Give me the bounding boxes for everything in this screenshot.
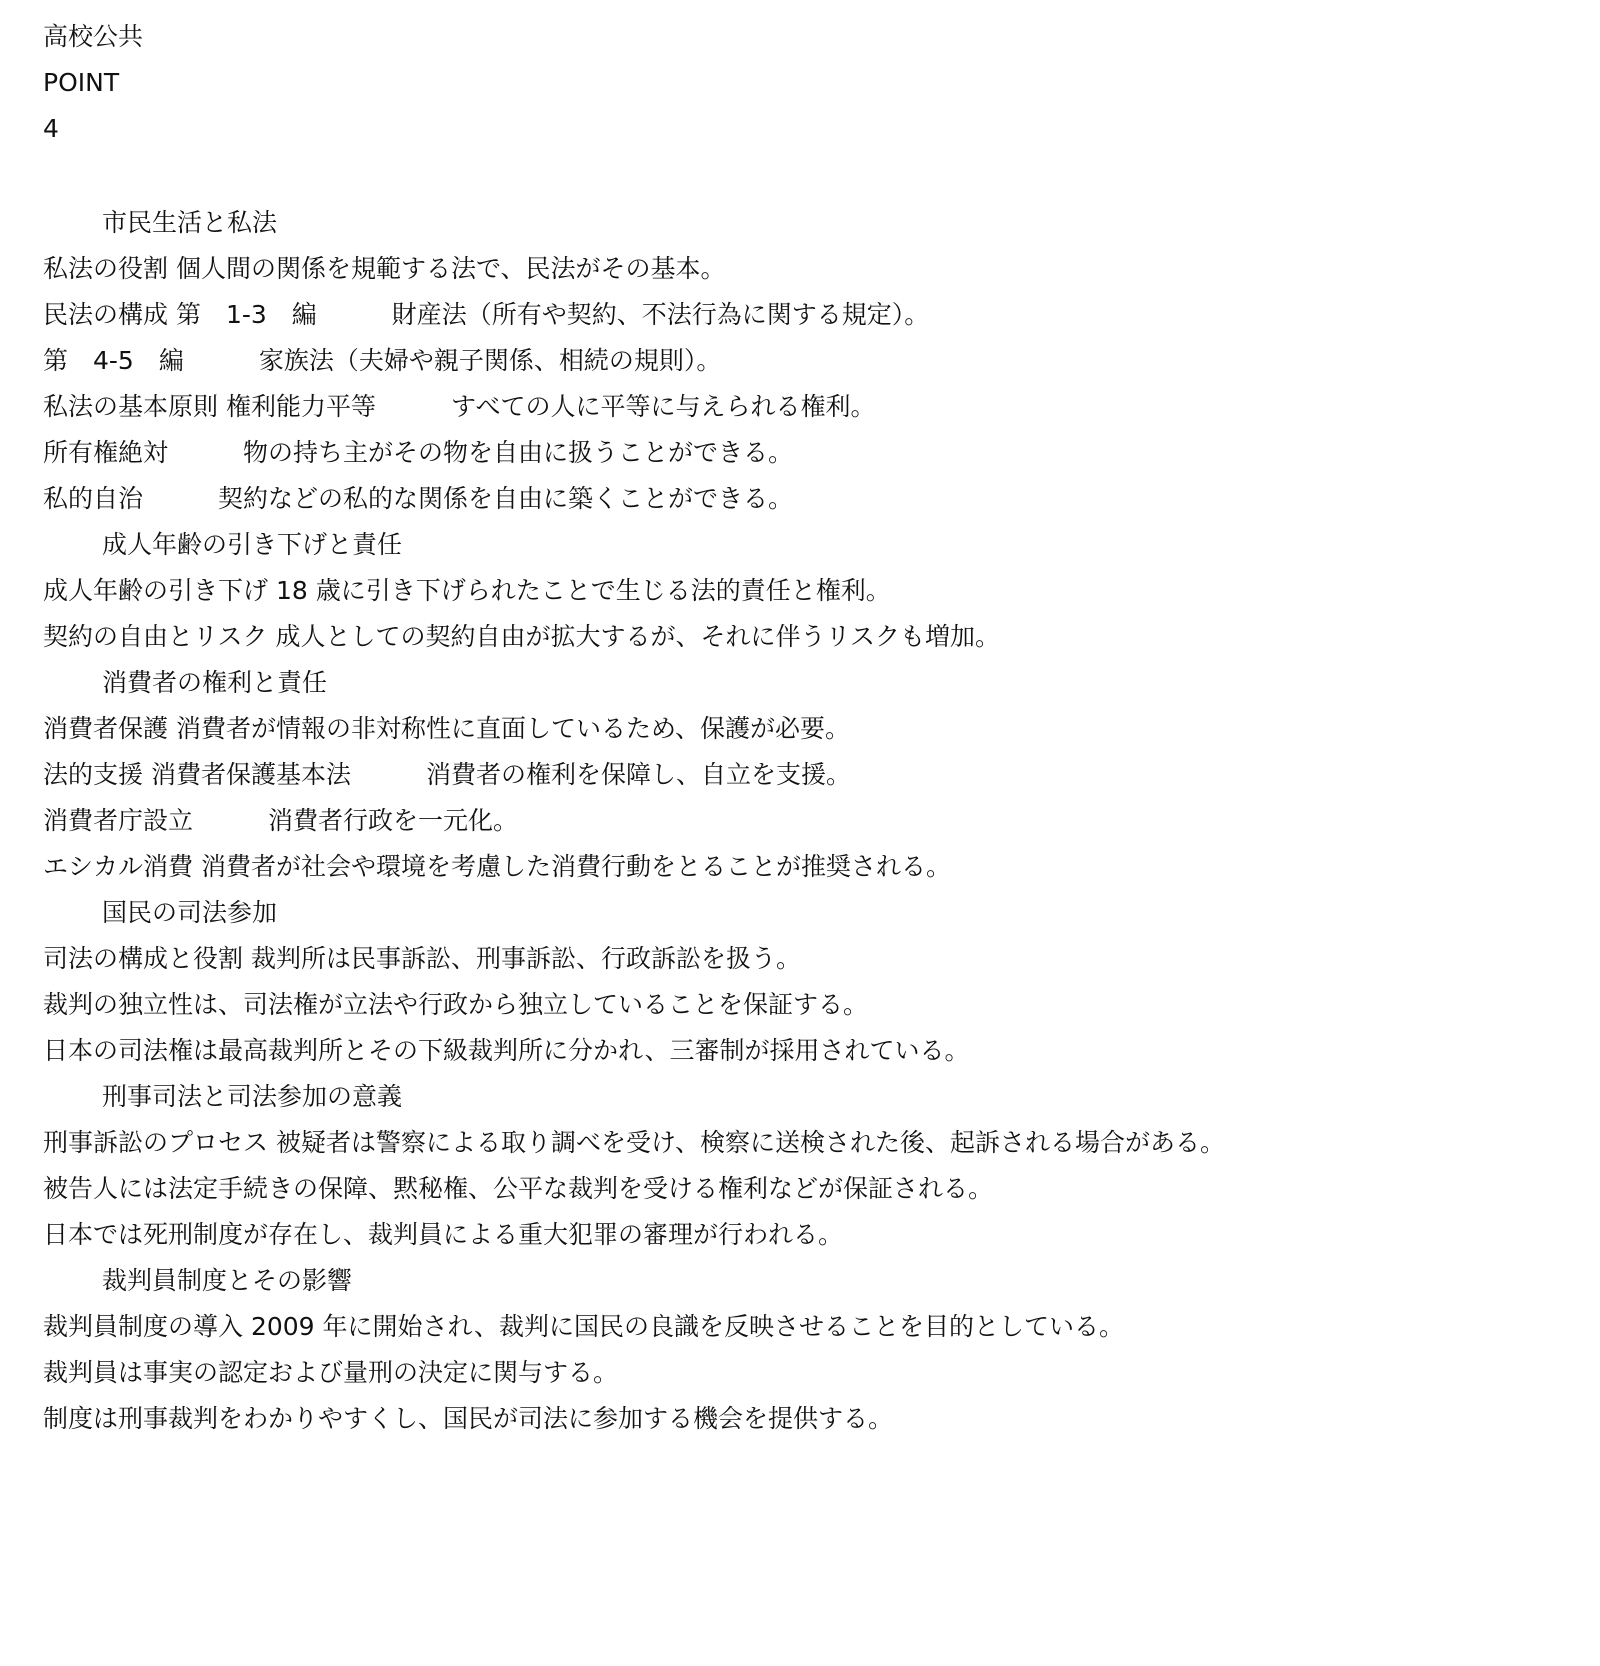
text-line: 民法の構成 第 1-3 編 財産法（所有や契約、不法行為に関する規定）。 [43, 300, 930, 329]
text-line: 刑事訴訟のプロセス 被疑者は警察による取り調べを受け、検察に送検された後、起訴される場合がある。 [43, 1128, 1225, 1157]
point-number: 4 [43, 114, 59, 143]
text-line: 司法の構成と役割 裁判所は民事訴訟、刑事訴訟、行政訴訟を扱う。 [43, 944, 801, 973]
point-label: POINT [43, 68, 120, 97]
section-heading-adult-age: 成人年齢の引き下げと責任 [102, 530, 403, 559]
text-line: 法的支援 消費者保護基本法 消費者の権利を保障し、自立を支援。 [43, 760, 851, 789]
text-line: 私法の基本原則 権利能力平等 すべての人に平等に与えられる権利。 [43, 392, 876, 421]
text-line: 第 4-5 編 家族法（夫婦や親子関係、相続の規則）。 [43, 346, 722, 375]
section-heading-consumer: 消費者の権利と責任 [102, 668, 328, 697]
section-heading-criminal-justice: 刑事司法と司法参加の意義 [102, 1082, 403, 1111]
section-heading-civil-law: 市民生活と私法 [102, 208, 278, 237]
text-line: 消費者庁設立 消費者行政を一元化。 [43, 806, 519, 835]
text-line: 契約の自由とリスク 成人としての契約自由が拡大するが、それに伴うリスクも増加。 [43, 622, 1000, 651]
text-line: エシカル消費 消費者が社会や環境を考慮した消費行動をとることが推奨される。 [43, 852, 951, 881]
section-heading-judicial-participation: 国民の司法参加 [102, 898, 278, 927]
subject-title: 高校公共 [43, 22, 144, 51]
text-line: 消費者保護 消費者が情報の非対称性に直面しているため、保護が必要。 [43, 714, 850, 743]
text-line: 裁判員は事実の認定および量刑の決定に関与する。 [43, 1358, 619, 1387]
text-line: 成人年齢の引き下げ 18 歳に引き下げられたことで生じる法的責任と権利。 [43, 576, 891, 605]
section-heading-lay-judge: 裁判員制度とその影響 [102, 1266, 353, 1295]
text-line: 私的自治 契約などの私的な関係を自由に築くことができる。 [43, 484, 794, 513]
text-line: 裁判の独立性は、司法権が立法や行政から独立していることを保証する。 [43, 990, 869, 1019]
text-line: 被告人には法定手続きの保障、黙秘権、公平な裁判を受ける権利などが保証される。 [43, 1174, 994, 1203]
text-line: 制度は刑事裁判をわかりやすくし、国民が司法に参加する機会を提供する。 [43, 1404, 894, 1433]
text-line: 日本の司法権は最高裁判所とその下級裁判所に分かれ、三審制が採用されている。 [43, 1036, 970, 1065]
text-line: 裁判員制度の導入 2009 年に開始され、裁判に国民の良識を反映させることを目的としている。 [43, 1312, 1125, 1341]
text-line: 日本では死刑制度が存在し、裁判員による重大犯罪の審理が行われる。 [43, 1220, 844, 1249]
text-line: 所有権絶対 物の持ち主がその物を自由に扱うことができる。 [43, 438, 794, 467]
text-line: 私法の役割 個人間の関係を規範する法で、民法がその基本。 [43, 254, 726, 283]
